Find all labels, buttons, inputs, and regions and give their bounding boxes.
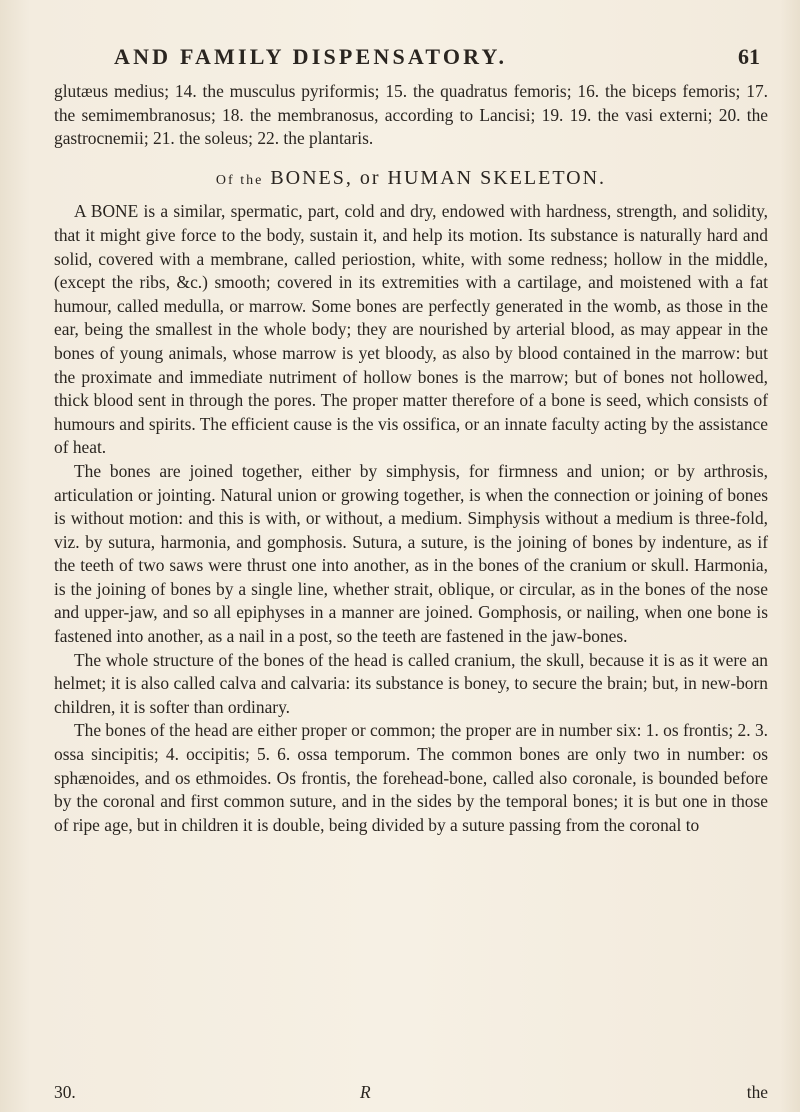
paragraph-bone-definition: A BONE is a similar, spermatic, part, cold and dry, endowed with hardness, strength, and solidity, that it might give force to the body, sustain it, and help its motion. Its substance is naturally hard and solid, covered with a membrane, called periostion, white, with some redness; hollow in the middle, (except the ribs, &c.) smooth; covered in its extremities with a cartilage, and moistened with a fat humour, called medulla, or marrow. Some bones are perfectly generated in the womb, as those in the ear, being the smallest in the whole body; they are nourished by arterial blood, as may appear in the bones of young animals, whose marrow is yet bloody, as also by blood contained in the marrow: but the proximate and immediate nutriment of hollow bones is the marrow; but of bones not hollowed, thick blood sent in through the pores. The proper matter therefore of a bone is seed, which consists of humours and spirits. The efficient cause is the vis ossifica, or an innate faculty acting by the assistance of heat. (54, 201, 768, 458)
section-heading (54, 167, 768, 193)
running-head-title: AND FAMILY DISPENSATORY. (114, 44, 508, 69)
paragraph-cranium: The whole structure of the bones of the head is called cranium, the skull, because it is as it were an helmet; it is also called calva and calvaria: its substance is boney, to secure the brain; but, in new-born children, it is softer than ordinary. (54, 649, 768, 717)
catchline-number: 30. (54, 1082, 76, 1102)
section-heading-title: BONES, or HUMAN SKELETON. (270, 166, 607, 189)
paragraph-joining: The bones are joined together, either by simphysis, for firmness and union; or by arthrosis, articulation or jointing. Natural union or growing together, is when the connection or joining of bones is without motion: and this is with, or without, a medium. Simphysis without a medium is three-fold, viz. by sutura, harmonia, and gomphosis. Sutura, a suture, is the joining of bones by indenture, as if the teeth of two saws were thrust one into another, as in the bones of the cranium or skull. Harmonia, is the joining of bones by a single line, whether strait, oblique, or circular, as in the bones of the nose and upper-jaw, and so all epiphyses in a manner are joined. Gomphosis, or nailing, when one bone is fastened into another, as a nail in a post, so the teeth are fastened in the jaw-bones. (54, 460, 768, 647)
running-head (114, 44, 760, 74)
paragraph-head-bones: The bones of the head are either proper or common; the proper are in number six: 1. os frontis; 2. 3. ossa sincipitis; 4. occipitis; 5. 6. ossa temporum. The common bones are only two in number: os sphænoides, and os ethmoides. Os frontis, the forehead-bone, called also coronale, is bounded before by the coronal and first common suture, and in the sides by the temporal bones; it is but one in those of ripe age, but in children it is double, being divided by a suture passing from the coronal to (54, 720, 768, 835)
page-body (54, 80, 768, 837)
page-number: 61 (738, 44, 760, 69)
catchword: the (746, 1082, 768, 1102)
signature-mark: R (360, 1082, 371, 1102)
catchline (54, 1082, 768, 1106)
continued-paragraph: glutæus medius; 14. the musculus pyriformis; 15. the quadratus femoris; 16. the biceps femoris; 17. the semimembranosus; 18. the membranosus, according to Lancisi; 19. 19. the vasi externi; 20. the gastrocnemii; 21. the soleus; 22. the plantaris. (54, 81, 768, 149)
section-heading-prefix: Of the (215, 172, 264, 188)
